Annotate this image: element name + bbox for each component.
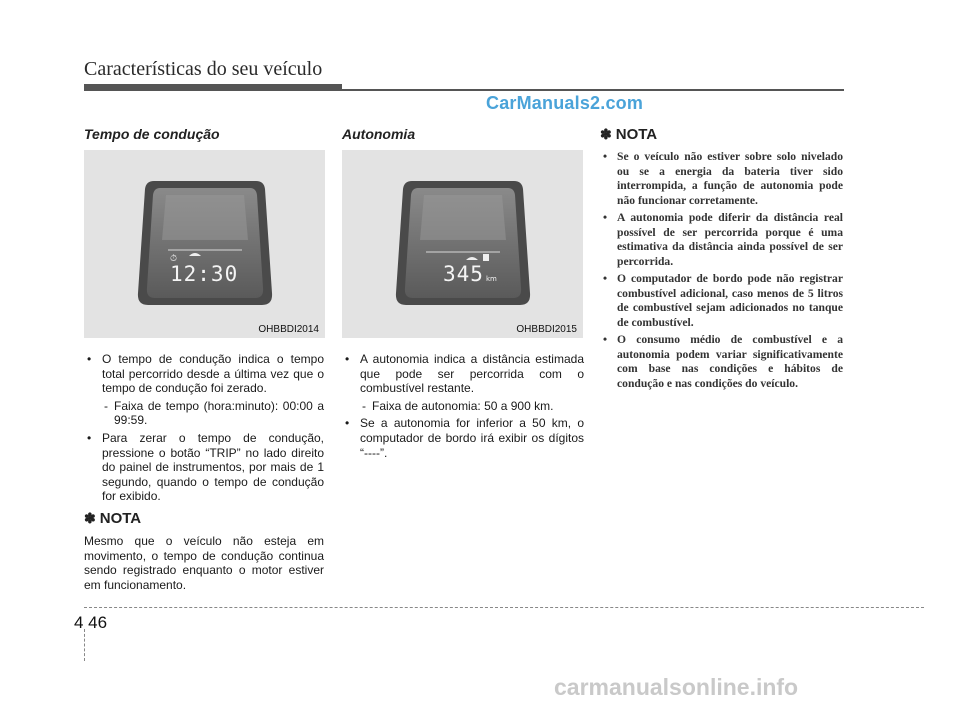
display-time-readout: 12:30 bbox=[170, 262, 239, 286]
page-number: 4 46 bbox=[74, 613, 108, 632]
driving-time-body bbox=[84, 352, 324, 507]
section-header-title: Características do seu veículo bbox=[84, 58, 323, 80]
cluster-display-range-illustration bbox=[342, 150, 583, 338]
nota-label: NOTA bbox=[615, 126, 658, 143]
cluster-display-time-illustration bbox=[84, 150, 325, 338]
figure-code: OHBBDI2014 bbox=[258, 324, 319, 335]
display-range-unit: km bbox=[486, 275, 497, 283]
heading-range: Autonomia bbox=[342, 126, 416, 142]
footer-dashed-rule bbox=[84, 607, 924, 608]
nota-bullet-item: • Se o veículo não estiver sobre solo nivelado ou se a energia da bateria tiver sido interrompida, a função de autonomia pode não funcionar corretamente. bbox=[600, 150, 843, 208]
bullet-item: • O tempo de condução indica o tempo total percorrido desde a última vez que o tempo de condução foi zerado. bbox=[84, 352, 324, 396]
nota-bullet-item: • A autonomia pode diferir da distância real possível de ser percorrida porque é uma estimativa da distância ainda possível de ser percorrida. bbox=[600, 211, 843, 269]
bullet-item: • A autonomia indica a distância estimada que pode ser percorrida com o combustível restante. bbox=[342, 352, 584, 396]
range-body bbox=[342, 352, 584, 463]
bullet-item: • Para zerar o tempo de condução, pressione o botão “TRIP” no lado direito do painel de instrumentos, por mais de 1 segundo, quando o tempo de condução for exibido. bbox=[84, 431, 324, 504]
figure-driving-time bbox=[84, 150, 325, 338]
figure-code: OHBBDI2015 bbox=[516, 324, 577, 335]
header-rule-thin bbox=[342, 89, 844, 91]
sub-bullet-item: - Faixa de autonomia: 50 a 900 km. bbox=[342, 399, 584, 414]
figure-range bbox=[342, 150, 583, 338]
heading-driving-time: Tempo de condução bbox=[84, 126, 220, 142]
nota-label: NOTA bbox=[99, 510, 142, 527]
nota-bullet-item: • O consumo médio de combustível e a autonomia podem variar significativamente com base nas condições e hábitos de condução e nas condições do veículo. bbox=[600, 333, 843, 391]
star-icon: ✽ bbox=[600, 126, 612, 142]
svg-text:⏱: ⏱ bbox=[170, 254, 178, 264]
display-range-readout: 345 bbox=[443, 262, 484, 286]
footer-dashed-vertical bbox=[84, 629, 85, 661]
nota-bullet-list bbox=[600, 150, 843, 394]
nota-heading bbox=[600, 126, 657, 143]
watermark-carmanualsonline: carmanualsonline.info bbox=[554, 674, 799, 700]
header-rule-thick bbox=[84, 84, 342, 91]
bullet-item: • Se a autonomia for inferior a 50 km, o computador de bordo irá exibir os dígitos “----”. bbox=[342, 416, 584, 460]
nota-text: Mesmo que o veículo não esteja em movimento, o tempo de condução continua sendo registrado enquanto o motor estiver em funcionamento. bbox=[84, 534, 324, 592]
sub-bullet-item: - Faixa de tempo (hora:minuto): 00:00 a 99:59. bbox=[84, 399, 324, 428]
nota-bullet-item: • O computador de bordo pode não registrar combustível adicional, caso menos de 5 litros de combustível sejam adicionados no tanque de combustível. bbox=[600, 272, 843, 330]
watermark-carmanuals2: CarManuals2.com bbox=[486, 93, 644, 113]
star-icon: ✽ bbox=[84, 510, 96, 526]
nota-heading bbox=[84, 510, 141, 527]
